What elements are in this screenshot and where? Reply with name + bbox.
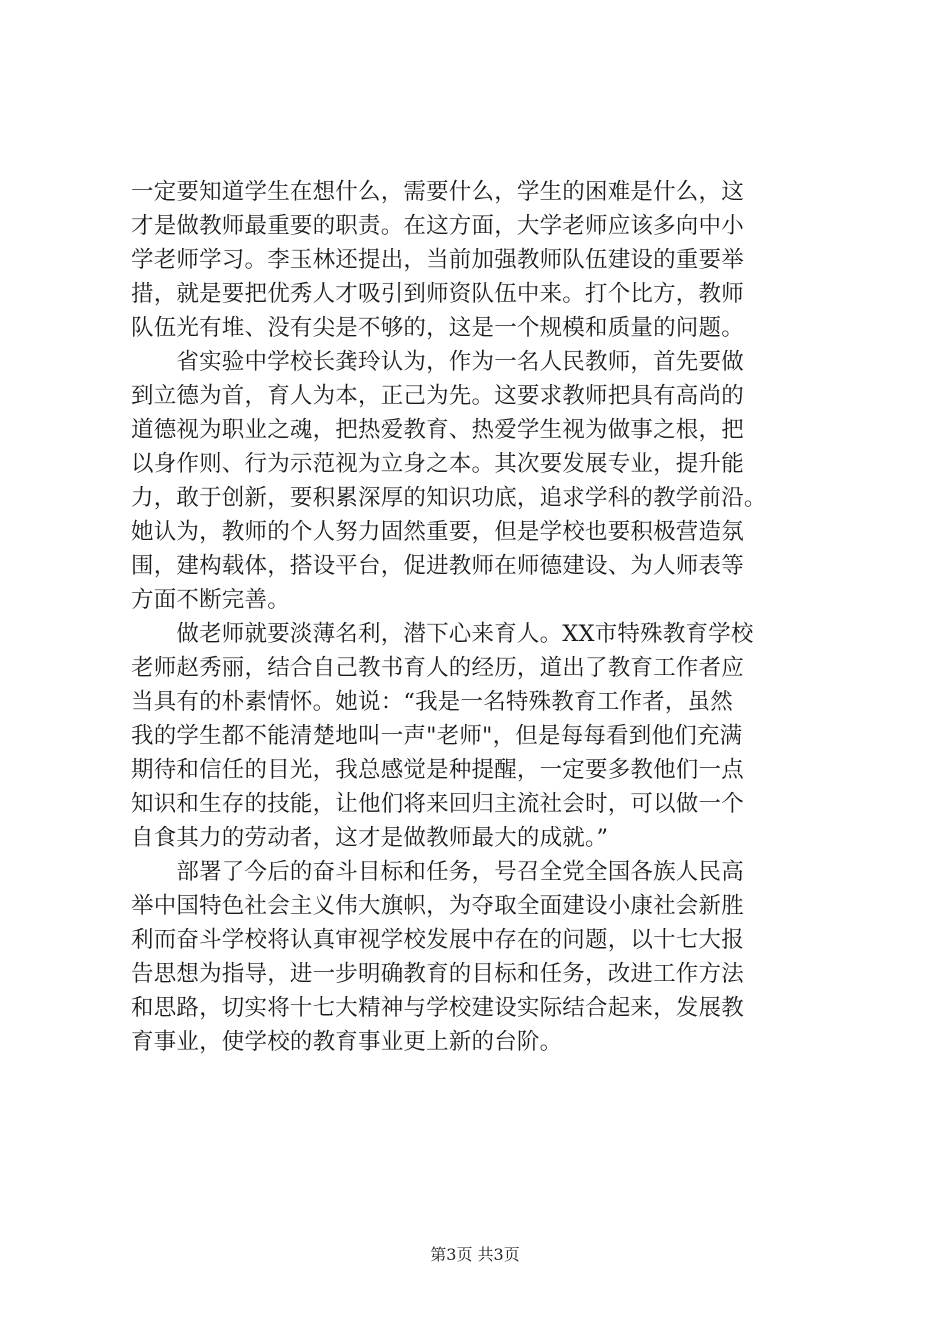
text-line: 当具有的朴素情怀。她说：“我是一名特殊教育工作者，虽然 [131,689,733,715]
text-line: 部署了今后的奋斗目标和任务，号召全党全国各族人民高 [131,859,744,885]
text-line: 育事业，使学校的教育事业更上新的台阶。 [131,1029,563,1055]
text-line: 措，就是要把优秀人才吸引到师资队伍中来。打个比方，教师 [131,281,744,307]
text-line: 学老师学习。李玉林还提出，当前加强教师队伍建设的重要举 [131,247,744,273]
text-line: 省实验中学校长龚玲认为，作为一名人民教师，首先要做 [131,349,744,375]
text-line: 道德视为职业之魂，把热爱教育、热爱学生视为做事之根，把 [131,417,744,443]
text-line: 队伍光有堆、没有尖是不够的，这是一个规模和质量的问题。 [131,315,744,341]
text-line: 一定要知道学生在想什么，需要什么，学生的困难是什么，这 [131,179,744,205]
text-line: 她认为，教师的个人努力固然重要，但是学校也要积极营造氛 [131,519,744,545]
text-line: 知识和生存的技能，让他们将来回归主流社会时，可以做一个 [131,791,744,817]
text-line: 到立德为首，育人为本，正己为先。这要求教师把具有高尚的 [131,383,744,409]
body-text [131,175,831,1059]
text-line: 利而奋斗学校将认真审视学校发展中存在的问题，以十七大报 [131,927,744,953]
text-line: 和思路，切实将十七大精神与学校建设实际结合起来，发展教 [131,995,744,1021]
text-line: 期待和信任的目光，我总感觉是种提醒，一定要多教他们一点 [131,757,744,783]
text-line: 围，建构载体，搭设平台，促进教师在师德建设、为人师表等 [131,553,744,579]
page-number-footer: 第3页 共3页 [430,1245,520,1264]
text-line: 我的学生都不能清楚地叫一声"老师"，但是每每看到他们充满 [131,723,743,749]
text-line: 方面不断完善。 [131,587,290,613]
text-line: 老师赵秀丽，结合自己教书育人的经历，道出了教育工作者应 [131,655,744,681]
text-line: 举中国特色社会主义伟大旗帜，为夺取全面建设小康社会新胜 [131,893,744,919]
text-line: 自食其力的劳动者，这才是做教师最大的成就。” [131,825,609,851]
text-line: 力，敢于创新，要积累深厚的知识功底，追求学科的教学前沿。 [131,485,767,511]
text-line: 以身作则、行为示范视为立身之本。其次要发展专业，提升能 [131,451,744,477]
text-line: 做老师就要淡薄名利，潜下心来育人。XX市特殊教育学校 [131,621,754,647]
text-line: 告思想为指导，进一步明确教育的目标和任务，改进工作方法 [131,961,744,987]
text-line: 才是做教师最重要的职责。在这方面，大学老师应该多向中小 [131,213,744,239]
